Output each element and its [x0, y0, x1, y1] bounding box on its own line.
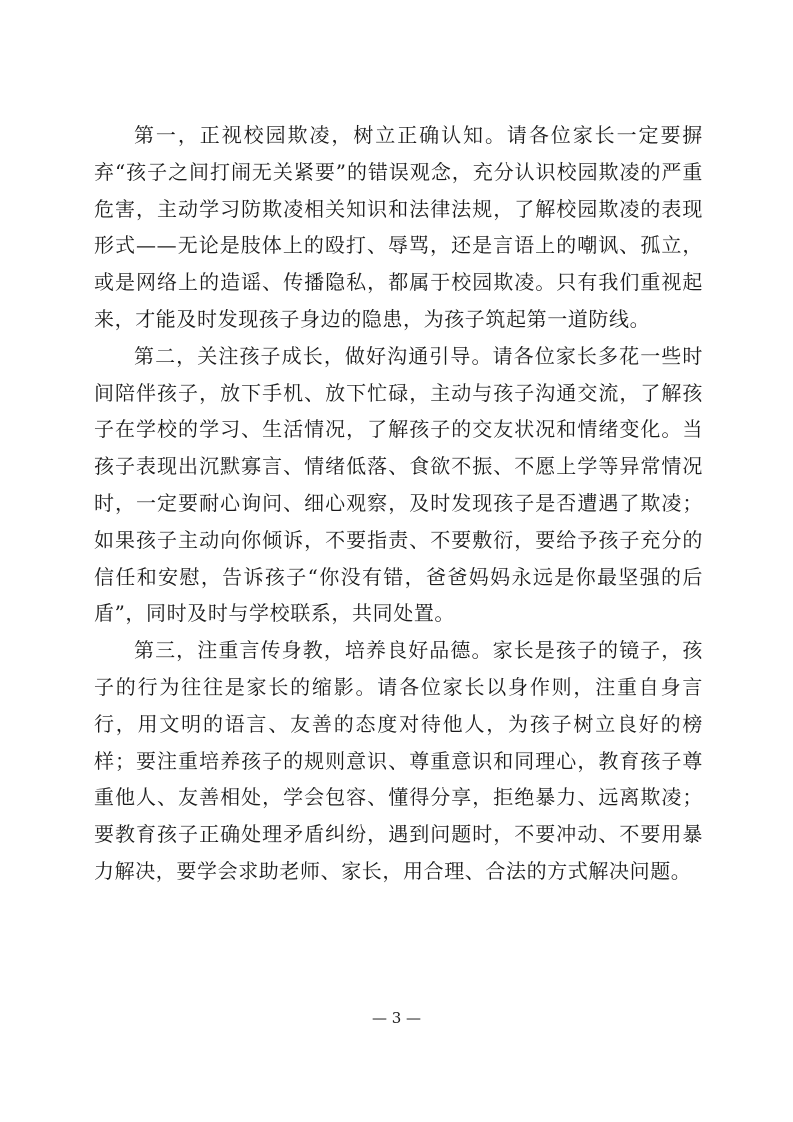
document-body [94, 117, 703, 890]
paragraph-first: 第一，正视校园欺凌，树立正确认知。请各位家长一定要摒弃“孩子之间打闹无关紧要”的错误观念，充分认识校园欺凌的严重危害，主动学习防欺凌相关知识和法律法规，了解校园欺凌的表现形式——无论是肢体上的殴打、辱骂，还是言语上的嘲讽、孤立，或是网络上的造谣、传播隐私，都属于校园欺凌。只有我们重视起来，才能及时发现孩子身边的隐患，为孩子筑起第一道防线。 [94, 123, 703, 331]
paragraph-third: 第三，注重言传身教，培养良好品德。家长是孩子的镜子，孩子的行为往往是家长的缩影。请各位家长以身作则，注重自身言行，用文明的语言、友善的态度对待他人，为孩子树立良好的榜样；要注重培养孩子的规则意识、尊重意识和同理心，教育孩子尊重他人、友善相处，学会包容、懂得分享，拒绝暴力、远离欺凌；要教育孩子正确处理矛盾纠纷，遇到问题时，不要冲动、不要用暴力解决，要学会求助老师、家长，用合理、合法的方式解决问题。 [94, 638, 703, 883]
paragraph-second: 第二，关注孩子成长，做好沟通引导。请各位家长多花一些时间陪伴孩子，放下手机、放下忙碌，主动与孩子沟通交流，了解孩子在学校的学习、生活情况，了解孩子的交友状况和情绪变化。当孩子表现出沉默寡言、情绪低落、食欲不振、不愿上学等异常情况时，一定要耐心询问、细心观察，及时发现孩子是否遭遇了欺凌；如果孩子主动向你倾诉，不要指责、不要敷衍，要给予孩子充分的信任和安慰，告诉孩子“你没有错，爸爸妈妈永远是你最坚强的后盾”，同时及时与学校联系，共同处置。 [94, 343, 703, 626]
page-number: — 3 — [371, 1009, 422, 1027]
